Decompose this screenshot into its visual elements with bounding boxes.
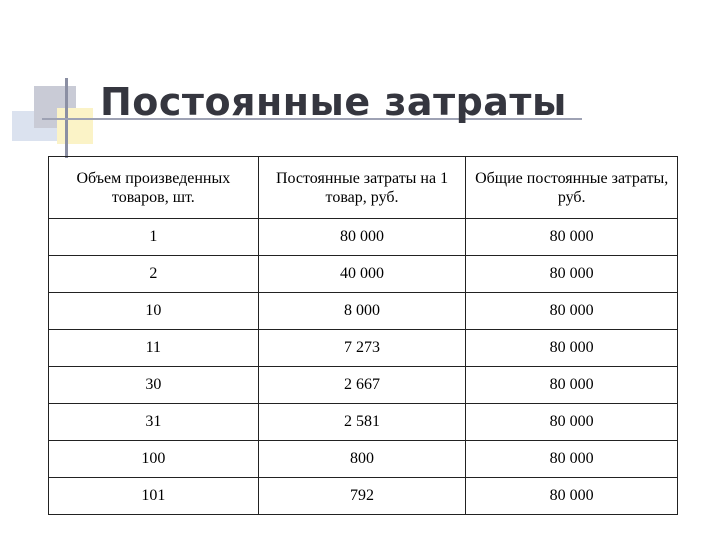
- table-header-row: [49, 157, 678, 219]
- header-total-fixed-cost: Общие постоянные затраты, руб.: [466, 157, 678, 219]
- table-row: [49, 441, 678, 478]
- cell-quantity: 2: [49, 256, 259, 293]
- cell-total-fixed-cost: 80 000: [466, 219, 678, 256]
- table-row: [49, 367, 678, 404]
- cell-quantity: 31: [49, 404, 259, 441]
- cell-cost-per-unit: 2 581: [258, 404, 466, 441]
- cell-total-fixed-cost: 80 000: [466, 441, 678, 478]
- decorative-square-yellow: [57, 108, 93, 144]
- cell-total-fixed-cost: 80 000: [466, 367, 678, 404]
- cell-total-fixed-cost: 80 000: [466, 256, 678, 293]
- cell-quantity: 1: [49, 219, 259, 256]
- fixed-costs-table: [48, 156, 678, 515]
- table-row: [49, 219, 678, 256]
- table-row: [49, 256, 678, 293]
- cell-quantity: 10: [49, 293, 259, 330]
- cell-total-fixed-cost: 80 000: [466, 330, 678, 367]
- cell-cost-per-unit: 8 000: [258, 293, 466, 330]
- header-quantity: Объем произведенных товаров, шт.: [49, 157, 259, 219]
- cell-cost-per-unit: 40 000: [258, 256, 466, 293]
- cell-cost-per-unit: 2 667: [258, 367, 466, 404]
- header-cost-per-unit: Постоянные затраты на 1 товар, руб.: [258, 157, 466, 219]
- slide-title: Постоянные затраты: [100, 80, 567, 124]
- cell-quantity: 101: [49, 478, 259, 515]
- cell-total-fixed-cost: 80 000: [466, 404, 678, 441]
- table-row: [49, 293, 678, 330]
- cell-quantity: 11: [49, 330, 259, 367]
- table-row: [49, 404, 678, 441]
- cell-total-fixed-cost: 80 000: [466, 478, 678, 515]
- cell-cost-per-unit: 792: [258, 478, 466, 515]
- cell-quantity: 100: [49, 441, 259, 478]
- cell-cost-per-unit: 7 273: [258, 330, 466, 367]
- cell-cost-per-unit: 80 000: [258, 219, 466, 256]
- cell-cost-per-unit: 800: [258, 441, 466, 478]
- table-row: [49, 478, 678, 515]
- table-row: [49, 330, 678, 367]
- cell-total-fixed-cost: 80 000: [466, 293, 678, 330]
- cell-quantity: 30: [49, 367, 259, 404]
